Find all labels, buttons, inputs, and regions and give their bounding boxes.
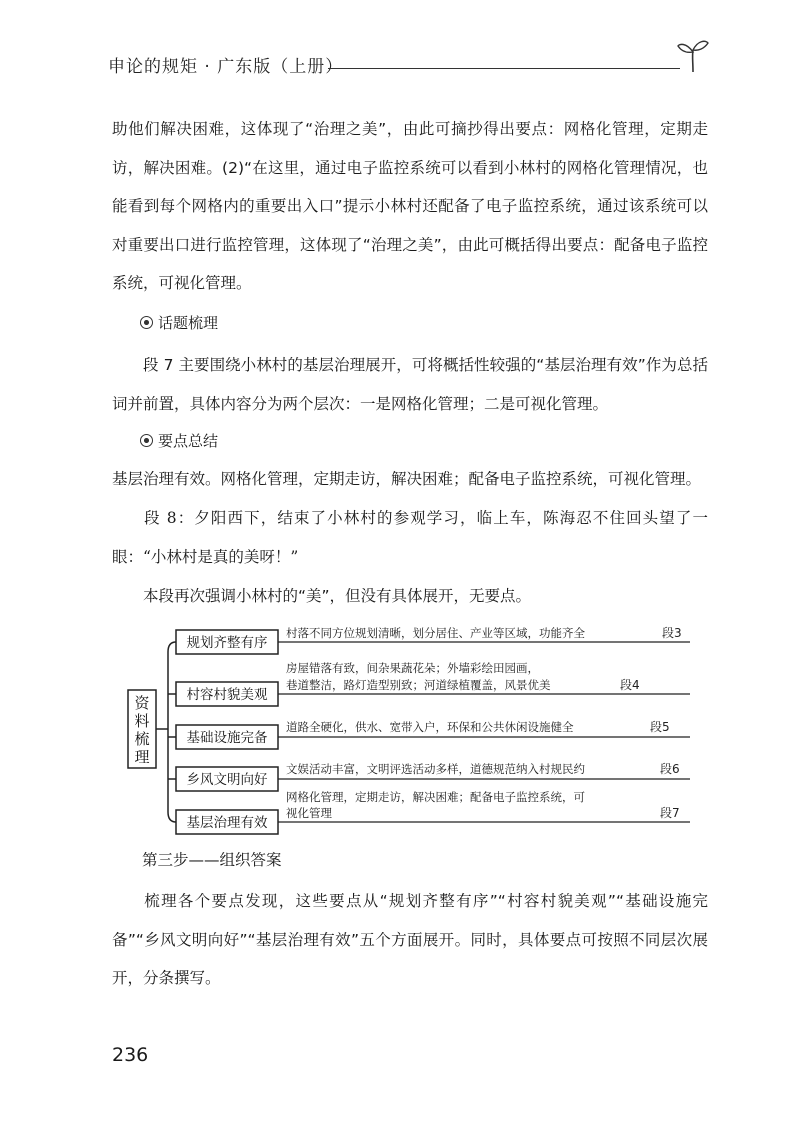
paragraph-quote: 段 8：夕阳西下，结束了小林村的参观学习，临上车，陈海忍不住回头望了一眼：“小林村是真的美呀！” [112, 509, 708, 566]
running-header-title: 申论的规矩 · 广东版（上册） [108, 57, 344, 77]
paragraph-note: 本段再次强调小林村的“美”，但没有具体展开，无要点。 [143, 587, 532, 605]
section-summary-label: 要点总结 [140, 430, 218, 451]
page-number: 236 [112, 1044, 149, 1066]
branch-detail: 视化管理 [286, 806, 332, 820]
sprout-icon [676, 34, 710, 74]
branch-ref: 段3 [662, 626, 682, 640]
paragraph-analysis-continued: 助他们解决困难，这体现了“治理之美”，由此可摘抄得出要点：网格化管理，定期走访，解决困难。(2)“在这里，通过电子监控系统可以看到小林村的网格化管理情况，也能看到每个网格内的重要出入口”提示小林村还配备了电子监控系统，通过该系统可以对重要出口进行监控管理，这体现了“治理之美”，由此可概括得出要点：配备电子监控系统，可视化管理。 [112, 120, 708, 292]
branch-ref: 段5 [650, 720, 670, 734]
branch-ref: 段4 [620, 678, 640, 692]
branch-label: 基层治理有效 [186, 815, 268, 831]
branch-label: 乡风文明向好 [186, 772, 268, 788]
material-outline-diagram [120, 614, 700, 842]
diagram-root-char: 料 [134, 712, 150, 730]
paragraph-topic-body: 段 7 主要围绕小林村的基层治理展开，可将概括性较强的“基层治理有效”作为总括词并前置，具体内容分为两个层次：一是网格化管理；二是可视化管理。 [112, 356, 708, 413]
branch-detail: 道路全硬化，供水、宽带入户，环保和公共休闲设施健全 [286, 720, 574, 734]
diagram-connector [168, 642, 176, 822]
branch-label: 规划齐整有序 [186, 635, 268, 651]
bullet-icon [140, 316, 153, 329]
branch-detail: 巷道整洁，路灯造型别致；河道绿植覆盖，风景优美 [286, 678, 551, 692]
branch-label: 村容村貌美观 [186, 687, 268, 703]
branch-detail: 房屋错落有致，间杂果蔬花朵；外墙彩绘田园画， [286, 661, 539, 675]
bullet-icon [140, 434, 153, 447]
paragraph-summary-body: 基层治理有效。网格化管理，定期走访，解决困难；配备电子监控系统，可视化管理。 [112, 470, 702, 488]
diagram-root-char: 理 [134, 748, 150, 766]
branch-detail: 网格化管理，定期走访，解决困难；配备电子监控系统，可 [286, 790, 585, 804]
branch-detail: 文娱活动丰富，文明评选活动多样，道德规范纳入村规民约 [286, 762, 585, 776]
header-rule [328, 68, 680, 69]
branch-label: 基础设施完备 [186, 730, 268, 746]
branch-detail: 村落不同方位规划清晰，划分居住、产业等区域，功能齐全 [286, 626, 585, 640]
diagram-root-char: 资 [134, 694, 150, 712]
diagram-root-char: 梳 [134, 730, 150, 748]
branch-ref: 段7 [660, 806, 680, 820]
step-title: 第三步——组织答案 [142, 851, 282, 869]
section-topic-label: 话题梳理 [140, 312, 218, 333]
paragraph-step-body: 梳理各个要点发现，这些要点从“规划齐整有序”“村容村貌美观”“基础设施完备”“乡风文明向好”“基层治理有效”五个方面展开。同时，具体要点可按照不同层次展开，分条撰写。 [112, 892, 708, 987]
branch-ref: 段6 [660, 762, 680, 776]
